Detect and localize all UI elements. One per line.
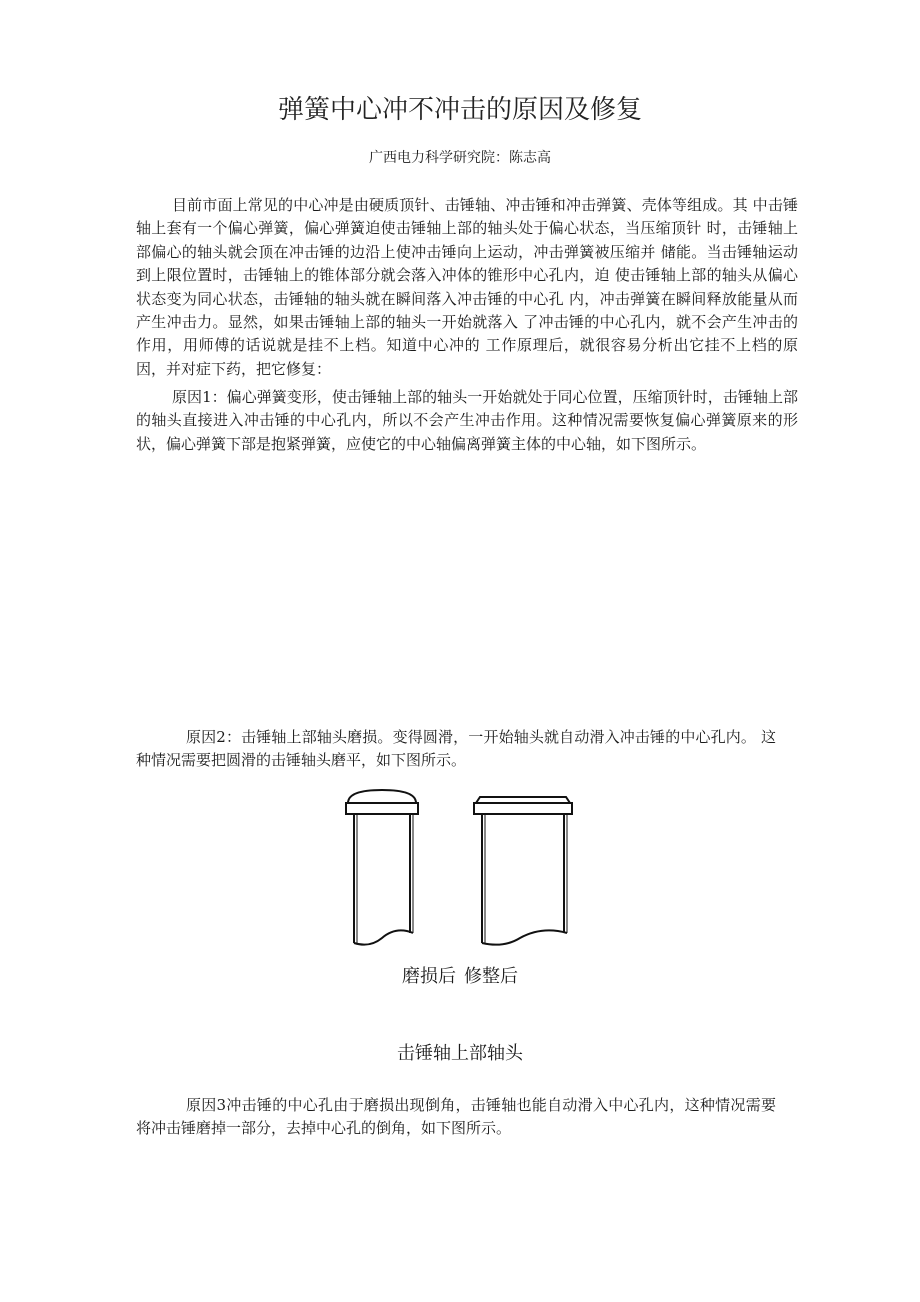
author-line: 广西电力科学研究院：陈志高 — [369, 150, 551, 166]
label-trimmed: 修整后 — [464, 966, 518, 987]
trimmed-shaft-drawing — [474, 797, 572, 945]
paragraph-reason-3: 原因3冲击锤的中心孔由于磨损出现倒角，击锤轴也能自动滑入中心孔内，这种情况需要将冲击锤磨掉一部分，去掉中心孔的倒角，如下图所示。 — [136, 1096, 776, 1138]
shaft-head-figure — [330, 788, 600, 958]
paragraph-intro: 目前市面上常见的中心冲是由硬质顶针、击锤轴、冲击锤和冲击弹簧、壳体等组成。其 中击锤轴上套有一个偏心弹簧，偏心弹簧迫使击锤轴上部的轴头处于偏心状态，当压缩顶针 时，击锤轴上部偏心的轴头就会顶在冲击锤的边沿上使冲击锤向上运动，冲击弹簧被压缩并 储能。当击锤轴运动到上限位置时，击锤轴上的锥体部分就会落入冲体的锥形中心孔内，迫 使击锤轴上部的轴头从偏心状态变为同心状态，击锤轴的轴头就在瞬间落入冲击锤的中心孔 内，冲击弹簧在瞬间释放能量从而产生冲击力。显然，如果击锤轴上部的轴头一开始就落入 了冲击锤的中心孔内，就不会产生冲击的作用，用师傅的话说就是挂不上档。知道中心冲的 工作原理后，就很容易分析出它挂不上档的原因，并对症下药，把它修复： — [136, 196, 798, 378]
worn-shaft-drawing — [346, 790, 418, 945]
paragraph-reason-1: 原因1：偏心弹簧变形，使击锤轴上部的轴头一开始就处于同心位置，压缩顶针时，击锤轴上部的轴头直接进入冲击锤的中心孔内，所以不会产生冲击作用。这种情况需要恢复偏心弹簧原来的形状，偏心弹簧下部是抱紧弹簧，应使它的中心轴偏离弹簧主体的中心轴，如下图所示。 — [136, 388, 798, 453]
figure-labels — [0, 963, 920, 991]
document-title: 弹簧中心冲不冲击的原因及修复 — [277, 95, 642, 125]
missing-figure-area — [136, 492, 798, 702]
label-worn: 磨损后 — [402, 966, 456, 987]
figure-caption: 击锤轴上部轴头 — [397, 1043, 523, 1064]
paragraph-reason-2: 原因2：击锤轴上部轴头磨损。变得圆滑，一开始轴头就自动滑入冲击锤的中心孔内。 这种情况需要把圆滑的击锤轴头磨平，如下图所示。 — [136, 728, 776, 770]
